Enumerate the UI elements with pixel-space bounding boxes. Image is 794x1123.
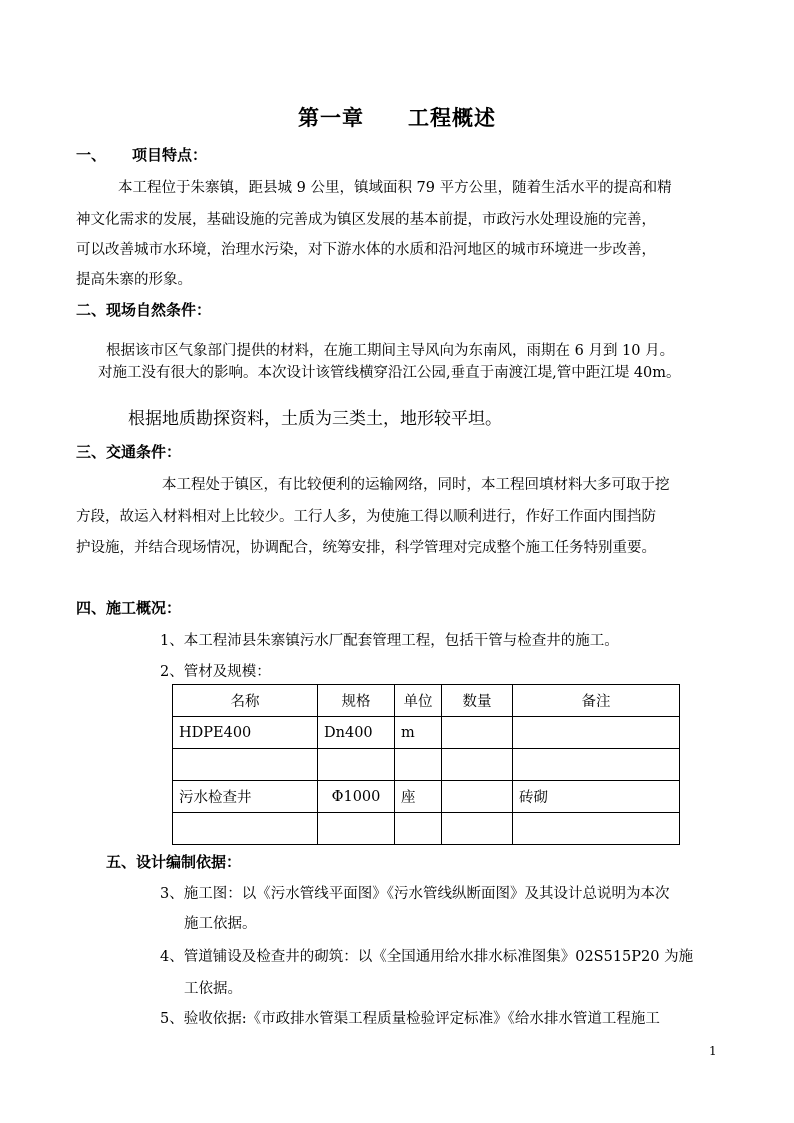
section4-item-1: 1、本工程沛县朱寨镇污水厂配套管理工程，包括干管与检查井的施工。 (160, 633, 619, 649)
section1-line-3: 可以改善城市水环境，治理水污染，对下游水体的水质和沿河地区的城市环境进一步改善， (76, 242, 656, 258)
table-cell (442, 781, 513, 813)
header-unit: 单位 (395, 685, 442, 717)
table-cell (442, 749, 513, 781)
section2-heading: 二、现场自然条件： (76, 301, 212, 319)
section5-item-5: 5、验收依据:《市政排水管渠工程质量检验评定标准》《给水排水管道工程施工 (160, 1011, 660, 1027)
header-quantity: 数量 (442, 685, 513, 717)
section1-line-4: 提高朱寨的形象。 (76, 272, 192, 288)
header-spec: 规格 (318, 685, 395, 717)
table-cell (173, 749, 318, 781)
table-cell (395, 749, 442, 781)
section1-number: 一、 (76, 146, 107, 164)
section5-item-4-cont: 工依据。 (184, 981, 242, 997)
table-cell (513, 749, 680, 781)
table-cell: m (395, 717, 442, 749)
section1-line-2: 神文化需求的发展，基础设施的完善成为镇区发展的基本前提，市政污水处理设施的完善， (76, 212, 656, 228)
table-cell: 座 (395, 781, 442, 813)
table-cell (513, 717, 680, 749)
table-cell (173, 813, 318, 845)
table-cell (318, 813, 395, 845)
section1-line-1: 本工程位于朱寨镇，距县城 9 公里，镇域面积 79 平方公里，随着生活水平的提高和精 (118, 180, 672, 196)
page-number: 1 (709, 1044, 717, 1058)
section5-heading: 五、设计编制依据： (106, 853, 242, 871)
table-row (173, 717, 680, 749)
header-remark: 备注 (513, 685, 680, 717)
section4-heading: 四、施工概况： (76, 599, 182, 617)
table-cell (318, 749, 395, 781)
table-header-row (173, 685, 680, 717)
table-cell: Φ1000 (318, 781, 395, 813)
table-cell (395, 813, 442, 845)
section2-line-2: 对施工没有很大的影响。本次设计该管线横穿沿江公园,垂直于南渡江堤,管中距江堤 40m。 (98, 365, 681, 381)
section3-line-1: 本工程处于镇区，有比较便利的运输网络，同时，本工程回填材料大多可取于挖 (162, 477, 670, 493)
header-name: 名称 (173, 685, 318, 717)
table-row (173, 813, 680, 845)
table-cell (513, 813, 680, 845)
section1-heading: 项目特点： (132, 146, 208, 164)
section5-item-3-cont: 施工依据。 (184, 916, 257, 932)
chapter-title: 第一章 工程概述 (298, 105, 496, 130)
table-row (173, 749, 680, 781)
section3-heading: 三、交通条件： (76, 443, 182, 461)
section2-line-1: 根据该市区气象部门提供的材料，在施工期间主导风向为东南风，雨期在 6 月到 10 月。 (106, 343, 675, 359)
table-row (173, 781, 680, 813)
section2-geology: 根据地质勘探资料，土质为三类土，地形较平坦。 (128, 409, 502, 429)
table-cell (442, 813, 513, 845)
section4-item-2: 2、管材及规模： (160, 664, 271, 680)
table-cell: Dn400 (318, 717, 395, 749)
table-cell: 污水检查井 (173, 781, 318, 813)
section5-item-4: 4、管道铺设及检查井的砌筑：以《全国通用给水排水标准图集》02S515P20 为施 (160, 949, 694, 965)
table-cell: 砖砌 (513, 781, 680, 813)
section5-item-3: 3、施工图：以《污水管线平面图》《污水管线纵断面图》及其设计总说明为本次 (160, 886, 670, 902)
pipe-spec-table (172, 684, 680, 845)
section3-line-2: 方段，故运入材料相对上比较少。工行人多，为使施工得以顺利进行，作好工作面内围挡防 (76, 509, 656, 525)
table-cell (442, 717, 513, 749)
table-cell: HDPE400 (173, 717, 318, 749)
section3-line-3: 护设施，并结合现场情况，协调配合，统筹安排，科学管理对完成整个施工任务特别重要。 (76, 540, 656, 556)
